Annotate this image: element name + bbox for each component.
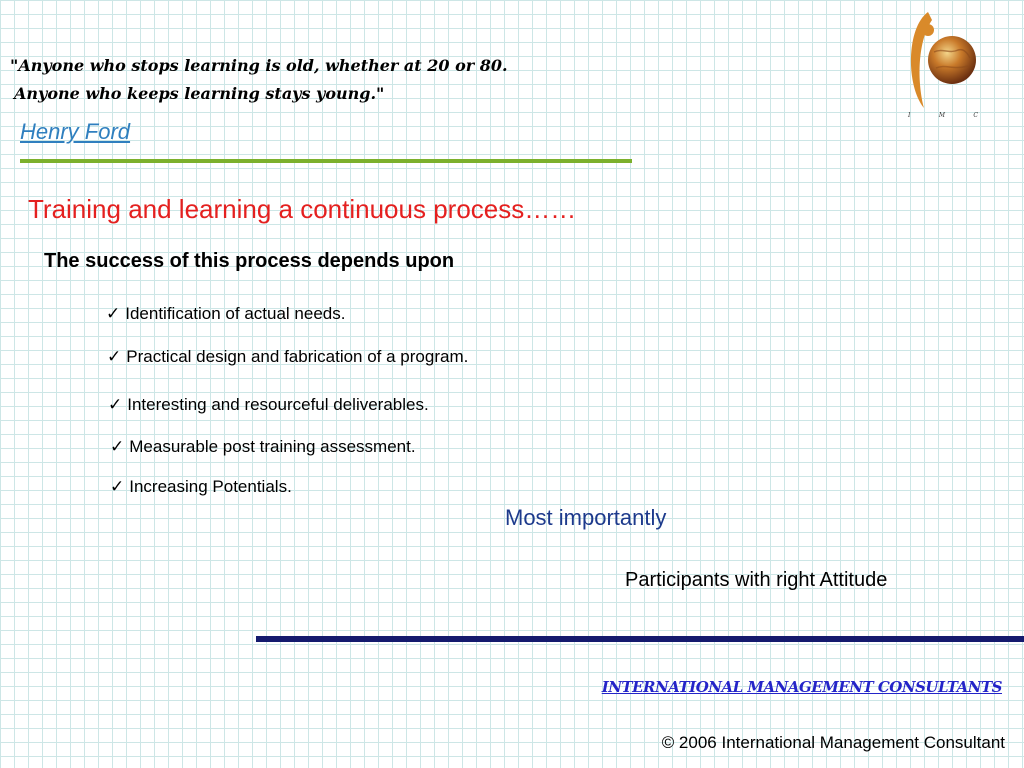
list-item-text: Identification of actual needs. [125, 304, 346, 323]
checkmark-icon: ✓ [110, 477, 125, 496]
globe-logo-icon [898, 8, 988, 112]
list-item [110, 437, 416, 457]
slide-heading: Training and learning a continuous process…… [28, 194, 577, 224]
checkmark-icon: ✓ [110, 437, 125, 456]
checkmark-icon: ✓ [106, 304, 121, 323]
logo-letter: I [908, 112, 911, 119]
list-item-text: Measurable post training assessment. [129, 437, 416, 456]
list-item [106, 304, 345, 324]
list-item [108, 395, 429, 415]
list-item-text: Interesting and resourceful deliverables. [127, 395, 429, 414]
logo-letter: M [938, 112, 945, 119]
company-name: INTERNATIONAL MANAGEMENT CONSULTANTS [601, 678, 1002, 696]
divider-green [20, 159, 632, 163]
quote-line-1: "Anyone who stops learning is old, whether at 20 or 80. [10, 56, 508, 75]
most-importantly-label: Most importantly [505, 505, 667, 530]
imc-logo [898, 8, 988, 126]
logo-letters [908, 112, 978, 119]
checkmark-icon: ✓ [108, 395, 123, 414]
quote-line-2: Anyone who keeps learning stays young." [14, 84, 385, 103]
attitude-text: Participants with right Attitude [625, 569, 888, 591]
divider-blue [256, 636, 1024, 642]
copyright-text: © 2006 International Management Consultant [661, 733, 1005, 752]
list-item [110, 477, 292, 497]
list-item [107, 347, 468, 367]
list-item-text: Practical design and fabrication of a program. [126, 347, 469, 366]
list-item-text: Increasing Potentials. [129, 477, 292, 496]
quote-author-link[interactable]: Henry Ford [20, 119, 131, 144]
checkmark-icon: ✓ [107, 347, 122, 366]
logo-letter: C [973, 112, 978, 119]
slide-subheading: The success of this process depends upon [44, 250, 455, 272]
